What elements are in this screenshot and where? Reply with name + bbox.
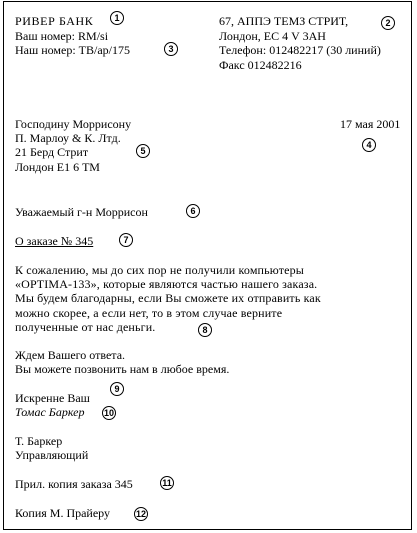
marker-8: 8 bbox=[198, 323, 212, 337]
marker-12: 12 bbox=[135, 509, 146, 519]
marker-2: 2 bbox=[381, 16, 395, 30]
closing-line: Вы можете позвонить нам в любое время. bbox=[15, 362, 230, 376]
enclosure-note: Прил. копия заказа 345 bbox=[15, 477, 133, 491]
our-reference: Наш номер: TB/ap/175 bbox=[15, 43, 131, 57]
body-line: можно скорее, а если нет, то в этом случае верните bbox=[15, 306, 283, 320]
subject-line: О заказе № 345 bbox=[15, 234, 94, 248]
sender-city: Лондон, ЕС 4 V 3АН bbox=[219, 29, 326, 43]
body-line: полученные от нас деньги. bbox=[15, 320, 156, 334]
marker-9: 9 bbox=[110, 382, 124, 396]
letter-date: 17 мая 2001 bbox=[340, 117, 401, 131]
signer-title: Управляющий bbox=[15, 448, 89, 462]
copy-note: Копия М. Прайеру bbox=[15, 506, 111, 520]
body-line: К сожалению, мы до сих пор не получили компьютеры bbox=[15, 263, 304, 277]
recipient-city: Лондон Е1 6 ТМ bbox=[15, 160, 100, 174]
marker-5: 5 bbox=[136, 144, 150, 158]
marker-7: 7 bbox=[119, 233, 133, 247]
complimentary-close: Искренне Ваш bbox=[15, 391, 90, 405]
marker-3: 3 bbox=[164, 42, 178, 56]
recipient-name: Господину Моррисону bbox=[15, 117, 132, 131]
body-line: «OPTIMA-133», которые являются частью нашего заказа. bbox=[15, 277, 318, 291]
recipient-street: 21 Берд Стрит bbox=[15, 145, 89, 159]
marker-4: 4 bbox=[362, 138, 376, 152]
your-reference: Ваш номер: RM/si bbox=[15, 29, 109, 43]
sender-name: РИВЕР БАНК bbox=[15, 14, 94, 28]
salutation: Уважаемый г-н Моррисон bbox=[15, 205, 148, 219]
sender-phone: Телефон: 012482217 (30 линий) bbox=[219, 43, 381, 57]
signature: Томас Баркер bbox=[15, 405, 85, 419]
sender-street: 67, АППЭ ТЕМЗ СТРИТ, bbox=[219, 14, 349, 28]
marker-11: 11 bbox=[160, 476, 174, 490]
sender-fax: Факс 012482216 bbox=[219, 58, 302, 72]
signer-name: Т. Баркер bbox=[15, 434, 63, 448]
marker-6: 6 bbox=[186, 204, 200, 218]
marker-10: 10 bbox=[103, 408, 114, 418]
recipient-company: П. Марлоу & К. Лтд. bbox=[15, 131, 121, 145]
body-line: Мы будем благодарны, если Вы сможете их отправить как bbox=[15, 291, 321, 305]
closing-line: Ждем Вашего ответа. bbox=[15, 348, 126, 362]
marker-1: 1 bbox=[110, 11, 124, 25]
